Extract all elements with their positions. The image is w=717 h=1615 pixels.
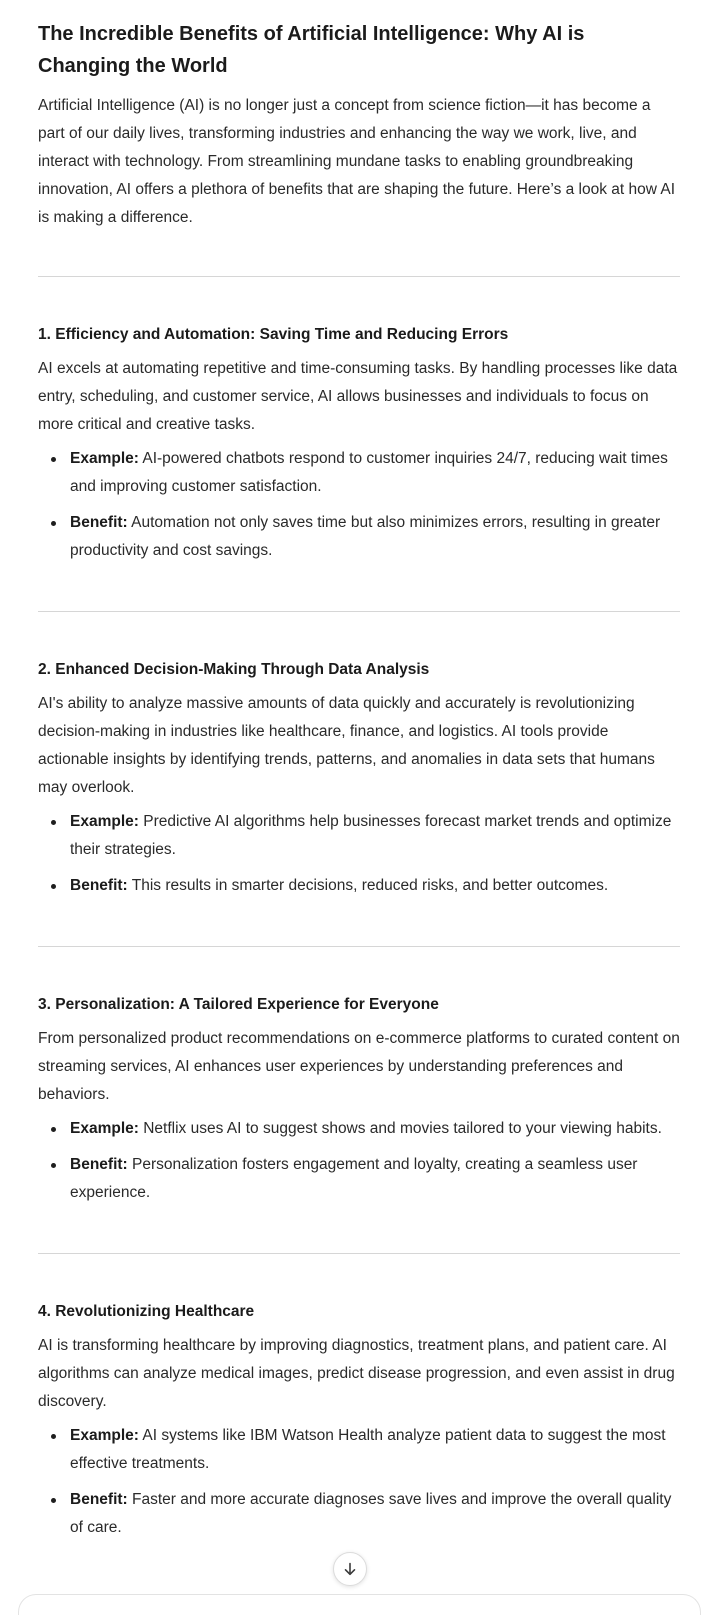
list-item	[38, 1422, 680, 1478]
bullet-dot	[51, 820, 56, 825]
bullet-text: Automation not only saves time but also minimizes errors, resulting in greater productivity and cost savings.	[70, 514, 661, 559]
section-body: AI is transforming healthcare by improving diagnostics, treatment plans, and patient care. AI algorithms can analyze medical images, predict disease progression, and even assist in drug discovery.	[38, 1337, 675, 1410]
bullet-label: Example:	[70, 1427, 139, 1444]
composer-edge	[18, 1594, 701, 1615]
bullet-list	[38, 808, 680, 900]
list-item	[38, 445, 680, 501]
bullet-list	[38, 1115, 680, 1207]
bullet-dot	[51, 457, 56, 462]
article-intro: Artificial Intelligence (AI) is no longer just a concept from science fiction—it has become a part of our daily lives, transforming industries and enhancing the way we work, live, and interact with technology. From streamlining mundane tasks to enabling groundbreaking innovation, AI offers a plethora of benefits that are shaping the future. Here’s a look at how AI is making a difference.	[38, 97, 676, 226]
bullet-label: Example:	[70, 1120, 139, 1137]
bullet-text: AI-powered chatbots respond to customer inquiries 24/7, reducing wait times and improving customer satisfaction.	[70, 450, 668, 495]
bullet-dot	[51, 1434, 56, 1439]
bullet-dot	[51, 1127, 56, 1132]
bullet-list	[38, 1422, 680, 1542]
list-item	[38, 808, 680, 864]
bullet-dot	[51, 1498, 56, 1503]
list-item	[38, 1486, 680, 1542]
section-healthcare	[38, 1298, 680, 1542]
section-heading: 4. Revolutionizing Healthcare	[38, 1303, 255, 1320]
bullet-text: AI systems like IBM Watson Health analyze patient data to suggest the most effective treatments.	[70, 1427, 666, 1472]
section-efficiency	[38, 321, 680, 565]
section-heading: 3. Personalization: A Tailored Experience for Everyone	[38, 996, 439, 1013]
bullet-label: Benefit:	[70, 1491, 128, 1508]
bullet-text: Netflix uses AI to suggest shows and movies tailored to your viewing habits.	[138, 1120, 662, 1137]
article-title: The Incredible Benefits of Artificial Intelligence: Why AI is Changing the World	[38, 23, 585, 77]
section-heading: 1. Efficiency and Automation: Saving Time and Reducing Errors	[38, 326, 509, 343]
scroll-to-bottom-button[interactable]	[333, 1552, 367, 1586]
bullet-list	[38, 445, 680, 565]
bullet-dot	[51, 884, 56, 889]
list-item	[38, 1115, 680, 1143]
arrow-down-icon	[343, 1562, 357, 1576]
bullet-text: Predictive AI algorithms help businesses forecast market trends and optimize their strategies.	[70, 813, 672, 858]
bullet-text: This results in smarter decisions, reduced risks, and better outcomes.	[127, 877, 609, 894]
section-body: From personalized product recommendations on e-commerce platforms to curated content on streaming services, AI enhances user experiences by understanding preferences and behaviors.	[38, 1030, 680, 1103]
bullet-label: Benefit:	[70, 877, 128, 894]
list-item	[38, 1151, 680, 1207]
section-body: AI's ability to analyze massive amounts of data quickly and accurately is revolutionizing decision-making in industries like healthcare, finance, and logistics. AI tools provide actionable insights by identifying trends, patterns, and anomalies in data sets that humans may overlook.	[38, 695, 655, 796]
section-decision-making	[38, 656, 680, 900]
bullet-text: Personalization fosters engagement and loyalty, creating a seamless user experience.	[70, 1156, 638, 1201]
section-personalization	[38, 991, 680, 1207]
bullet-dot	[51, 521, 56, 526]
bullet-label: Example:	[70, 450, 139, 467]
list-item	[38, 509, 680, 565]
bullet-dot	[51, 1163, 56, 1168]
section-body: AI excels at automating repetitive and time-consuming tasks. By handling processes like data entry, scheduling, and customer service, AI allows businesses and individuals to focus on more critical and creative tasks.	[38, 360, 678, 433]
response-article	[38, 18, 680, 1550]
bullet-label: Benefit:	[70, 1156, 128, 1173]
section-heading: 2. Enhanced Decision-Making Through Data Analysis	[38, 661, 430, 678]
bullet-label: Example:	[70, 813, 139, 830]
bullet-text: Faster and more accurate diagnoses save lives and improve the overall quality of care.	[70, 1491, 672, 1536]
list-item	[38, 872, 680, 900]
bullet-label: Benefit:	[70, 514, 128, 531]
